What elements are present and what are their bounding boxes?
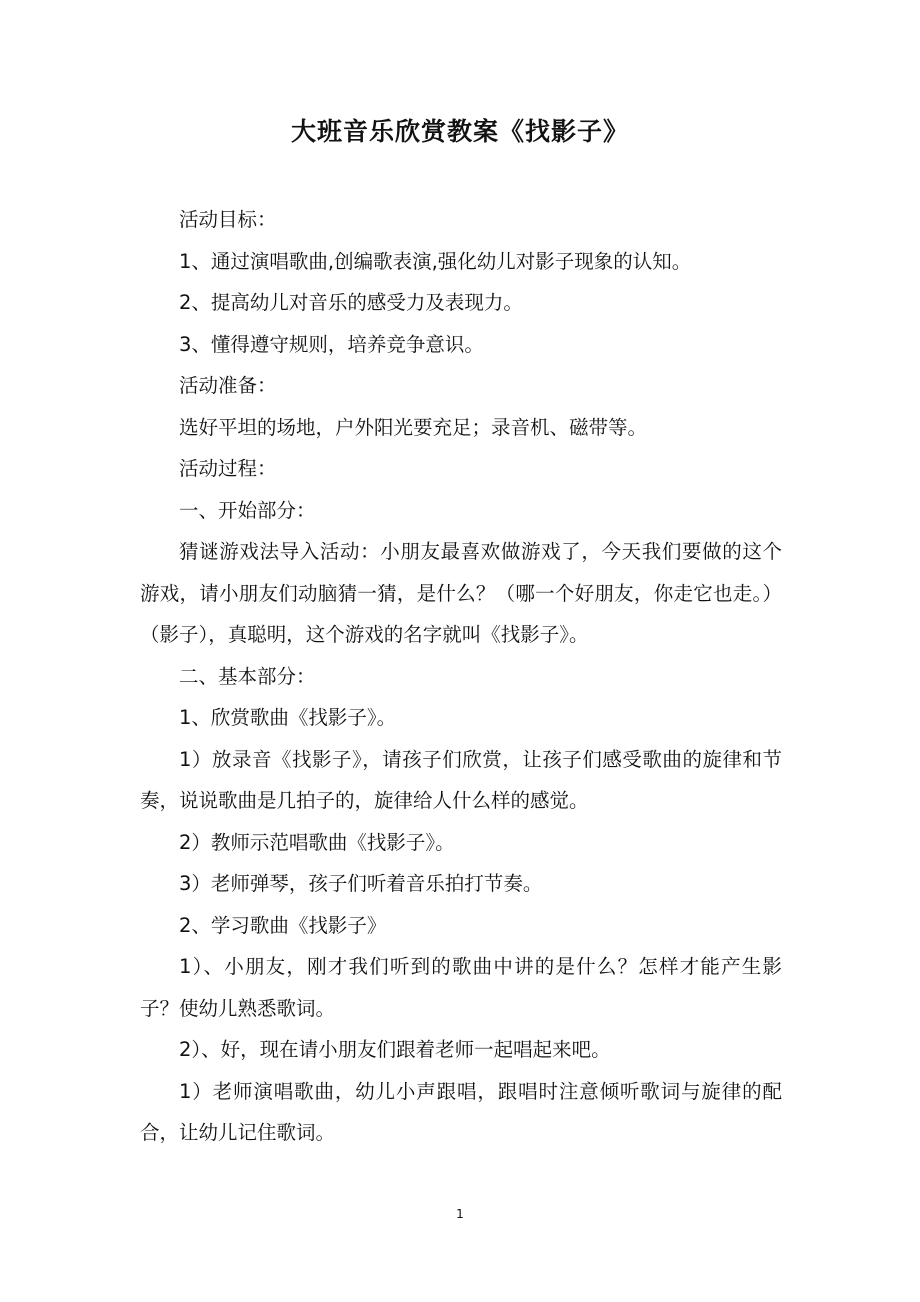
paragraph: 1）、小朋友，刚才我们听到的歌曲中讲的是什么？怎样才能产生影子？使幼儿熟悉歌词。	[140, 955, 782, 1020]
paragraph: 二、基本部分：	[179, 664, 316, 688]
paragraph: 2）、好，现在请小朋友们跟着老师一起唱起来吧。	[179, 1038, 611, 1061]
paragraph: 1）老师演唱歌曲，幼儿小声跟唱，跟唱时注意倾听歌词与旋律的配合，让幼儿记住歌词。	[140, 1079, 782, 1144]
paragraph: 活动过程：	[179, 457, 277, 480]
paragraph: 2、学习歌曲《找影子》	[179, 913, 387, 937]
paragraph: 猜谜游戏法导入活动：小朋友最喜欢做游戏了，今天我们要做的这个游戏，请小朋友们动脑猜一猜，是什么？（哪一个好朋友，你走它也走。）（影子），真聪明，这个游戏的名字就叫《找影子》。	[140, 540, 782, 646]
paragraph: 2、提高幼儿对音乐的感受力及表现力。	[179, 291, 523, 314]
paragraph: 3、懂得遵守规则，培养竞争意识。	[179, 332, 484, 356]
paragraph: 1）放录音《找影子》，请孩子们欣赏，让孩子们感受歌曲的旋律和节奏，说说歌曲是几拍子的，旋律给人什么样的感觉。	[140, 747, 782, 812]
paragraph: 3）老师弹琴，孩子们听着音乐拍打节奏。	[179, 872, 543, 895]
document-title: 大班音乐欣赏教案《找影子》	[290, 117, 629, 146]
paragraph: 1、欣赏歌曲《找影子》。	[179, 706, 397, 729]
paragraph: 1、通过演唱歌曲,创编歌表演,强化幼儿对影子现象的认知。	[179, 249, 692, 273]
paragraph: 活动目标：	[179, 208, 277, 231]
paragraph: 活动准备：	[179, 374, 277, 397]
document-body	[140, 199, 782, 1154]
paragraph: 一、开始部分：	[179, 498, 316, 522]
paragraph: 选好平坦的场地，户外阳光要充足；录音机、磁带等。	[179, 415, 648, 439]
paragraph: 2）教师示范唱歌曲《找影子》。	[179, 830, 455, 854]
page-number: 1	[456, 1207, 464, 1221]
